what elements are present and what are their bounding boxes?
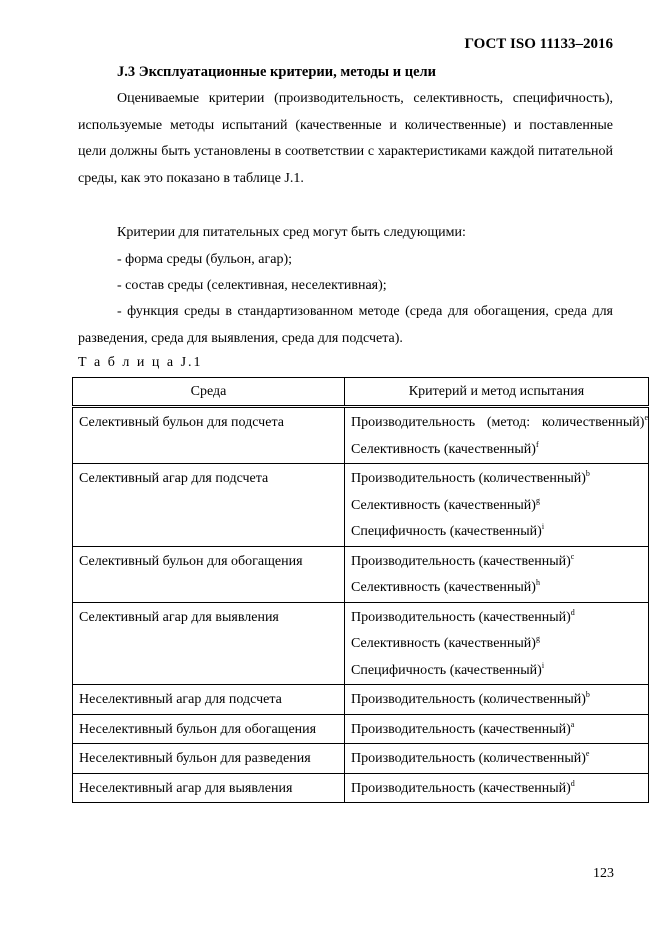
table-row bbox=[73, 773, 649, 803]
medium-cell bbox=[73, 685, 345, 715]
footnote-marker: b bbox=[585, 469, 590, 478]
criterion-text: Производительность (качественный) bbox=[351, 721, 571, 737]
criterion-line bbox=[351, 658, 648, 685]
criterion-text: Специфичность (качественный) bbox=[351, 662, 542, 678]
table-body bbox=[73, 407, 649, 803]
criterion-line bbox=[351, 519, 648, 546]
intro-paragraph: Оцениваемые критерии (производительность, селективность, специфичность), используемые методы испытаний (качественные и количественные) и поставленные цели должны быть установлены в соответствии с характеристиками каждой питательной среды, как это показано в таблице J.1. bbox=[78, 91, 613, 186]
criteria-list-item: - функция среды в стандартизованном методе (среда для обогащения, среда для разведения, среда для выявления, среда для подсчета). bbox=[78, 304, 613, 346]
criterion-line bbox=[351, 687, 648, 714]
medium-name: Неселективный агар для подсчета bbox=[79, 692, 282, 707]
criterion-text: Производительность (метод: количественный) bbox=[351, 415, 645, 430]
medium-cell bbox=[73, 407, 345, 464]
criteria-cell bbox=[345, 546, 649, 602]
criterion-line bbox=[351, 575, 648, 602]
medium-cell bbox=[73, 546, 345, 602]
medium-cell bbox=[73, 714, 345, 744]
criterion-line bbox=[351, 410, 648, 437]
criterion-line bbox=[351, 466, 648, 493]
medium-name: Селективный агар для выявления bbox=[79, 609, 279, 625]
criterion-line bbox=[351, 549, 648, 576]
footnote-marker: b bbox=[585, 690, 590, 699]
criteria-cell bbox=[345, 773, 649, 803]
medium-name: Неселективный бульон для разведения bbox=[79, 751, 311, 766]
table-row bbox=[73, 407, 649, 464]
table-row bbox=[73, 685, 649, 715]
footnote-marker: i bbox=[541, 522, 545, 531]
criterion-line bbox=[351, 746, 648, 773]
footnote-marker: h bbox=[535, 578, 540, 587]
criteria-cell bbox=[345, 464, 649, 547]
criterion-line bbox=[351, 605, 648, 632]
criterion-text: Селективность (качественный) bbox=[351, 580, 536, 595]
medium-cell bbox=[73, 773, 345, 803]
criterion-text: Производительность (качественный) bbox=[351, 609, 571, 625]
criterion-text: Производительность (количественный) bbox=[351, 692, 586, 707]
table-row bbox=[73, 714, 649, 744]
criterion-text: Специфичность (качественный) bbox=[351, 524, 542, 539]
column-header-criteria: Критерий и метод испытания bbox=[345, 378, 649, 407]
section-title: J.3 Эксплуатационные критерии, методы и цели bbox=[117, 64, 437, 80]
criterion-text: Производительность (количественный) bbox=[351, 751, 586, 766]
page-number: 123 bbox=[593, 866, 614, 881]
footnote-marker: d bbox=[570, 778, 575, 788]
criteria-intro-paragraph: Критерии для питательных сред могут быть следующими: bbox=[117, 225, 466, 240]
criterion-line bbox=[351, 776, 648, 803]
table-header-row bbox=[73, 378, 649, 407]
medium-name: Селективный бульон для обогащения bbox=[79, 553, 303, 569]
criteria-cell bbox=[345, 744, 649, 774]
criterion-line bbox=[351, 631, 648, 658]
medium-cell bbox=[73, 464, 345, 547]
footnote-marker: f bbox=[535, 439, 539, 449]
footnote-marker: a bbox=[570, 719, 575, 729]
footnote-marker: g bbox=[535, 634, 540, 643]
criteria-cell bbox=[345, 714, 649, 744]
table-row bbox=[73, 744, 649, 774]
criteria-cell bbox=[345, 407, 649, 464]
column-header-medium: Среда bbox=[73, 378, 345, 407]
criterion-text: Производительность (количественный) bbox=[351, 471, 586, 486]
medium-cell bbox=[73, 744, 345, 774]
table-row bbox=[73, 464, 649, 547]
criterion-text: Селективность (качественный) bbox=[351, 441, 536, 457]
criterion-text: Селективность (качественный) bbox=[351, 497, 536, 513]
medium-cell bbox=[73, 602, 345, 685]
criterion-text: Производительность (качественный) bbox=[351, 553, 571, 569]
table-row bbox=[73, 602, 649, 685]
criterion-line bbox=[351, 493, 648, 520]
criteria-cell bbox=[345, 685, 649, 715]
footnote-marker: i bbox=[541, 660, 545, 670]
footnote-marker: g bbox=[535, 495, 540, 505]
criterion-line bbox=[351, 717, 648, 744]
medium-name: Неселективный агар для выявления bbox=[79, 780, 293, 796]
medium-name: Селективный агар для подсчета bbox=[79, 471, 269, 486]
criterion-line bbox=[351, 437, 648, 464]
medium-name: Неселективный бульон для обогащения bbox=[79, 721, 317, 737]
criterion-text: Селективность (качественный) bbox=[351, 636, 536, 651]
criteria-cell bbox=[345, 602, 649, 685]
table-row bbox=[73, 546, 649, 602]
criteria-list-item: - состав среды (селективная, неселективная); bbox=[117, 278, 387, 293]
medium-name: Селективный бульон для подсчета bbox=[79, 415, 284, 430]
table-caption: Т а б л и ц а J.1 bbox=[78, 355, 203, 370]
document-header: ГОСТ ISO 11133–2016 bbox=[464, 36, 613, 52]
footnote-marker: e bbox=[585, 749, 590, 758]
footnote-marker: d bbox=[570, 607, 575, 617]
criterion-text: Производительность (качественный) bbox=[351, 780, 571, 796]
criteria-list-item: - форма среды (бульон, агар); bbox=[117, 252, 292, 267]
criteria-table bbox=[72, 377, 649, 803]
footnote-marker: c bbox=[570, 551, 575, 561]
footnote-marker: e bbox=[644, 413, 648, 422]
